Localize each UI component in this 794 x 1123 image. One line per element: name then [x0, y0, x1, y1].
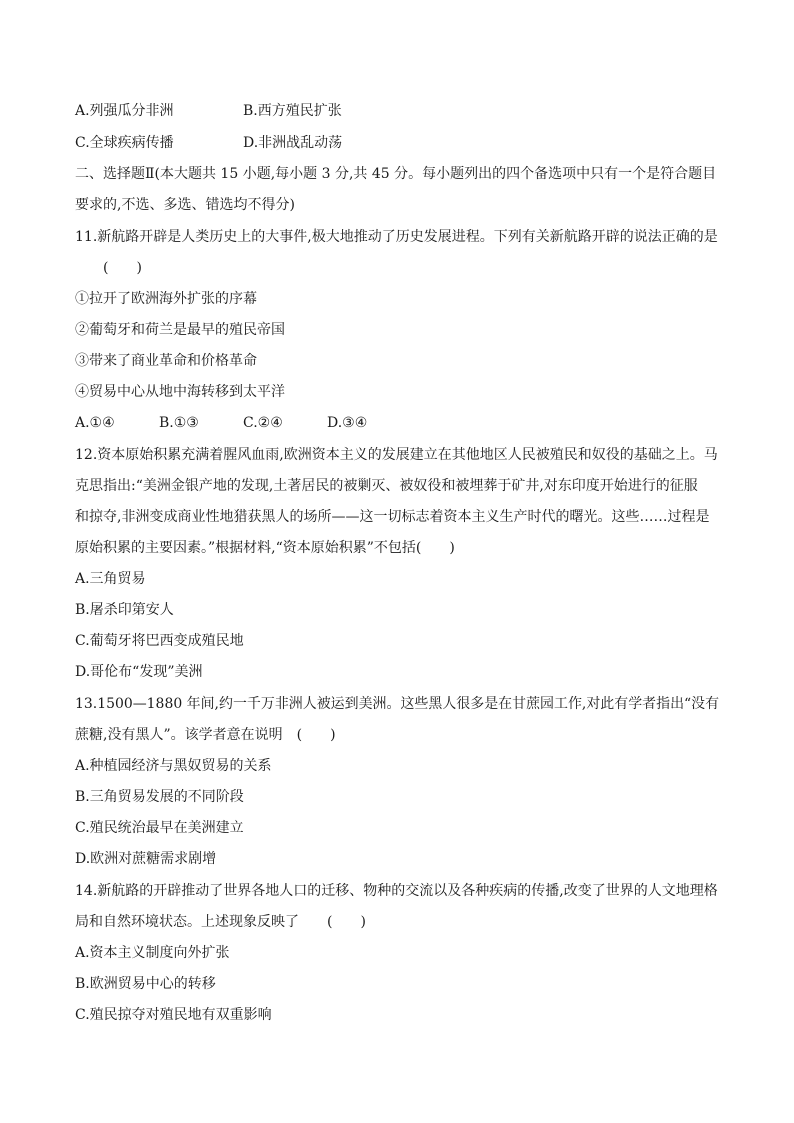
q13-option-c: C.殖民统治最早在美洲建立 — [75, 820, 244, 836]
q12-stem-line-1: 12.资本原始积累充满着腥风血雨,欧洲资本主义的发展建立在其他地区人民被殖民和奴役的基础之上。马 — [75, 447, 718, 463]
q11-item-3: ③带来了商业革命和价格革命 — [75, 353, 257, 369]
q11-options-row — [75, 413, 405, 433]
q12-stem-line-2: 克思指出:“美洲金银产地的发现,土著居民的被剿灭、被奴役和被埋葬于矿井,对东印度开始进行的征服 — [75, 478, 698, 494]
q14-option-c: C.殖民掠夺对殖民地有双重影响 — [75, 1007, 272, 1023]
option-a: A.列强瓜分非洲 — [75, 103, 174, 119]
option-b: B.西方殖民扩张 — [243, 103, 342, 119]
q12-option-d: D.哥伦布“发现”美洲 — [75, 664, 203, 680]
q11-option-a: A.①④ — [75, 415, 115, 431]
q11-item-1: ①拉开了欧洲海外扩张的序幕 — [75, 291, 257, 307]
q13-option-b: B.三角贸易发展的不同阶段 — [75, 789, 244, 805]
q11-answer-blank: ( ) — [103, 260, 142, 276]
q14-option-a: A.资本主义制度向外扩张 — [75, 945, 230, 961]
q12-option-a: A.三角贸易 — [75, 571, 146, 587]
q13-stem-line-1: 13.1500—1880 年间,约一千万非洲人被运到美洲。这些黑人很多是在甘蔗园工作,对此有学者指出“没有 — [75, 696, 720, 712]
q11-item-4: ④贸易中心从地中海转移到太平洋 — [75, 384, 285, 400]
q12-option-c: C.葡萄牙将巴西变成殖民地 — [75, 633, 244, 649]
q14-stem-line-2: 局和自然环境状态。上述现象反映了 ( ) — [75, 914, 366, 930]
q14-stem-line-1: 14.新航路的开辟推动了世界各地人口的迁移、物种的交流以及各种疾病的传播,改变了世界的人文地理格 — [75, 883, 718, 899]
q13-option-a: A.种植园经济与黑奴贸易的关系 — [75, 758, 272, 774]
option-c: C.全球疾病传播 — [75, 135, 174, 151]
q11-item-2: ②葡萄牙和荷兰是最早的殖民帝国 — [75, 322, 285, 338]
q11-stem: 11.新航路开辟是人类历史上的大事件,极大地推动了历史发展进程。下列有关新航路开辟的说法正确的是 — [75, 229, 718, 245]
q13-stem-line-2: 蔗糖,没有黑人”。该学者意在说明 ( ) — [75, 727, 336, 743]
q13-option-d: D.欧洲对蔗糖需求剧增 — [75, 851, 217, 867]
q12-stem-line-4: 原始积累的主要因素。”根据材料,“资本原始积累”不包括( ) — [75, 540, 455, 556]
prev-options-row-2 — [75, 133, 475, 153]
section-header-line-1: 二、选择题Ⅱ(本大题共 15 小题,每小题 3 分,共 45 分。每小题列出的四个备选项中只有一个是符合题目 — [75, 166, 717, 182]
section-header-line-2: 要求的,不选、多选、错选均不得分) — [75, 197, 295, 213]
q12-option-b: B.屠杀印第安人 — [75, 602, 174, 618]
prev-options-row-1 — [75, 101, 475, 121]
option-d: D.非洲战乱动荡 — [243, 135, 343, 151]
q12-stem-line-3: 和掠夺,非洲变成商业性地猎获黑人的场所——这一切标志着资本主义生产时代的曙光。这些……过程是 — [75, 509, 710, 525]
q11-option-c: C.②④ — [243, 415, 283, 431]
q14-option-b: B.欧洲贸易中心的转移 — [75, 976, 216, 992]
q11-option-d: D.③④ — [327, 415, 368, 431]
q11-option-b: B.①③ — [159, 415, 199, 431]
